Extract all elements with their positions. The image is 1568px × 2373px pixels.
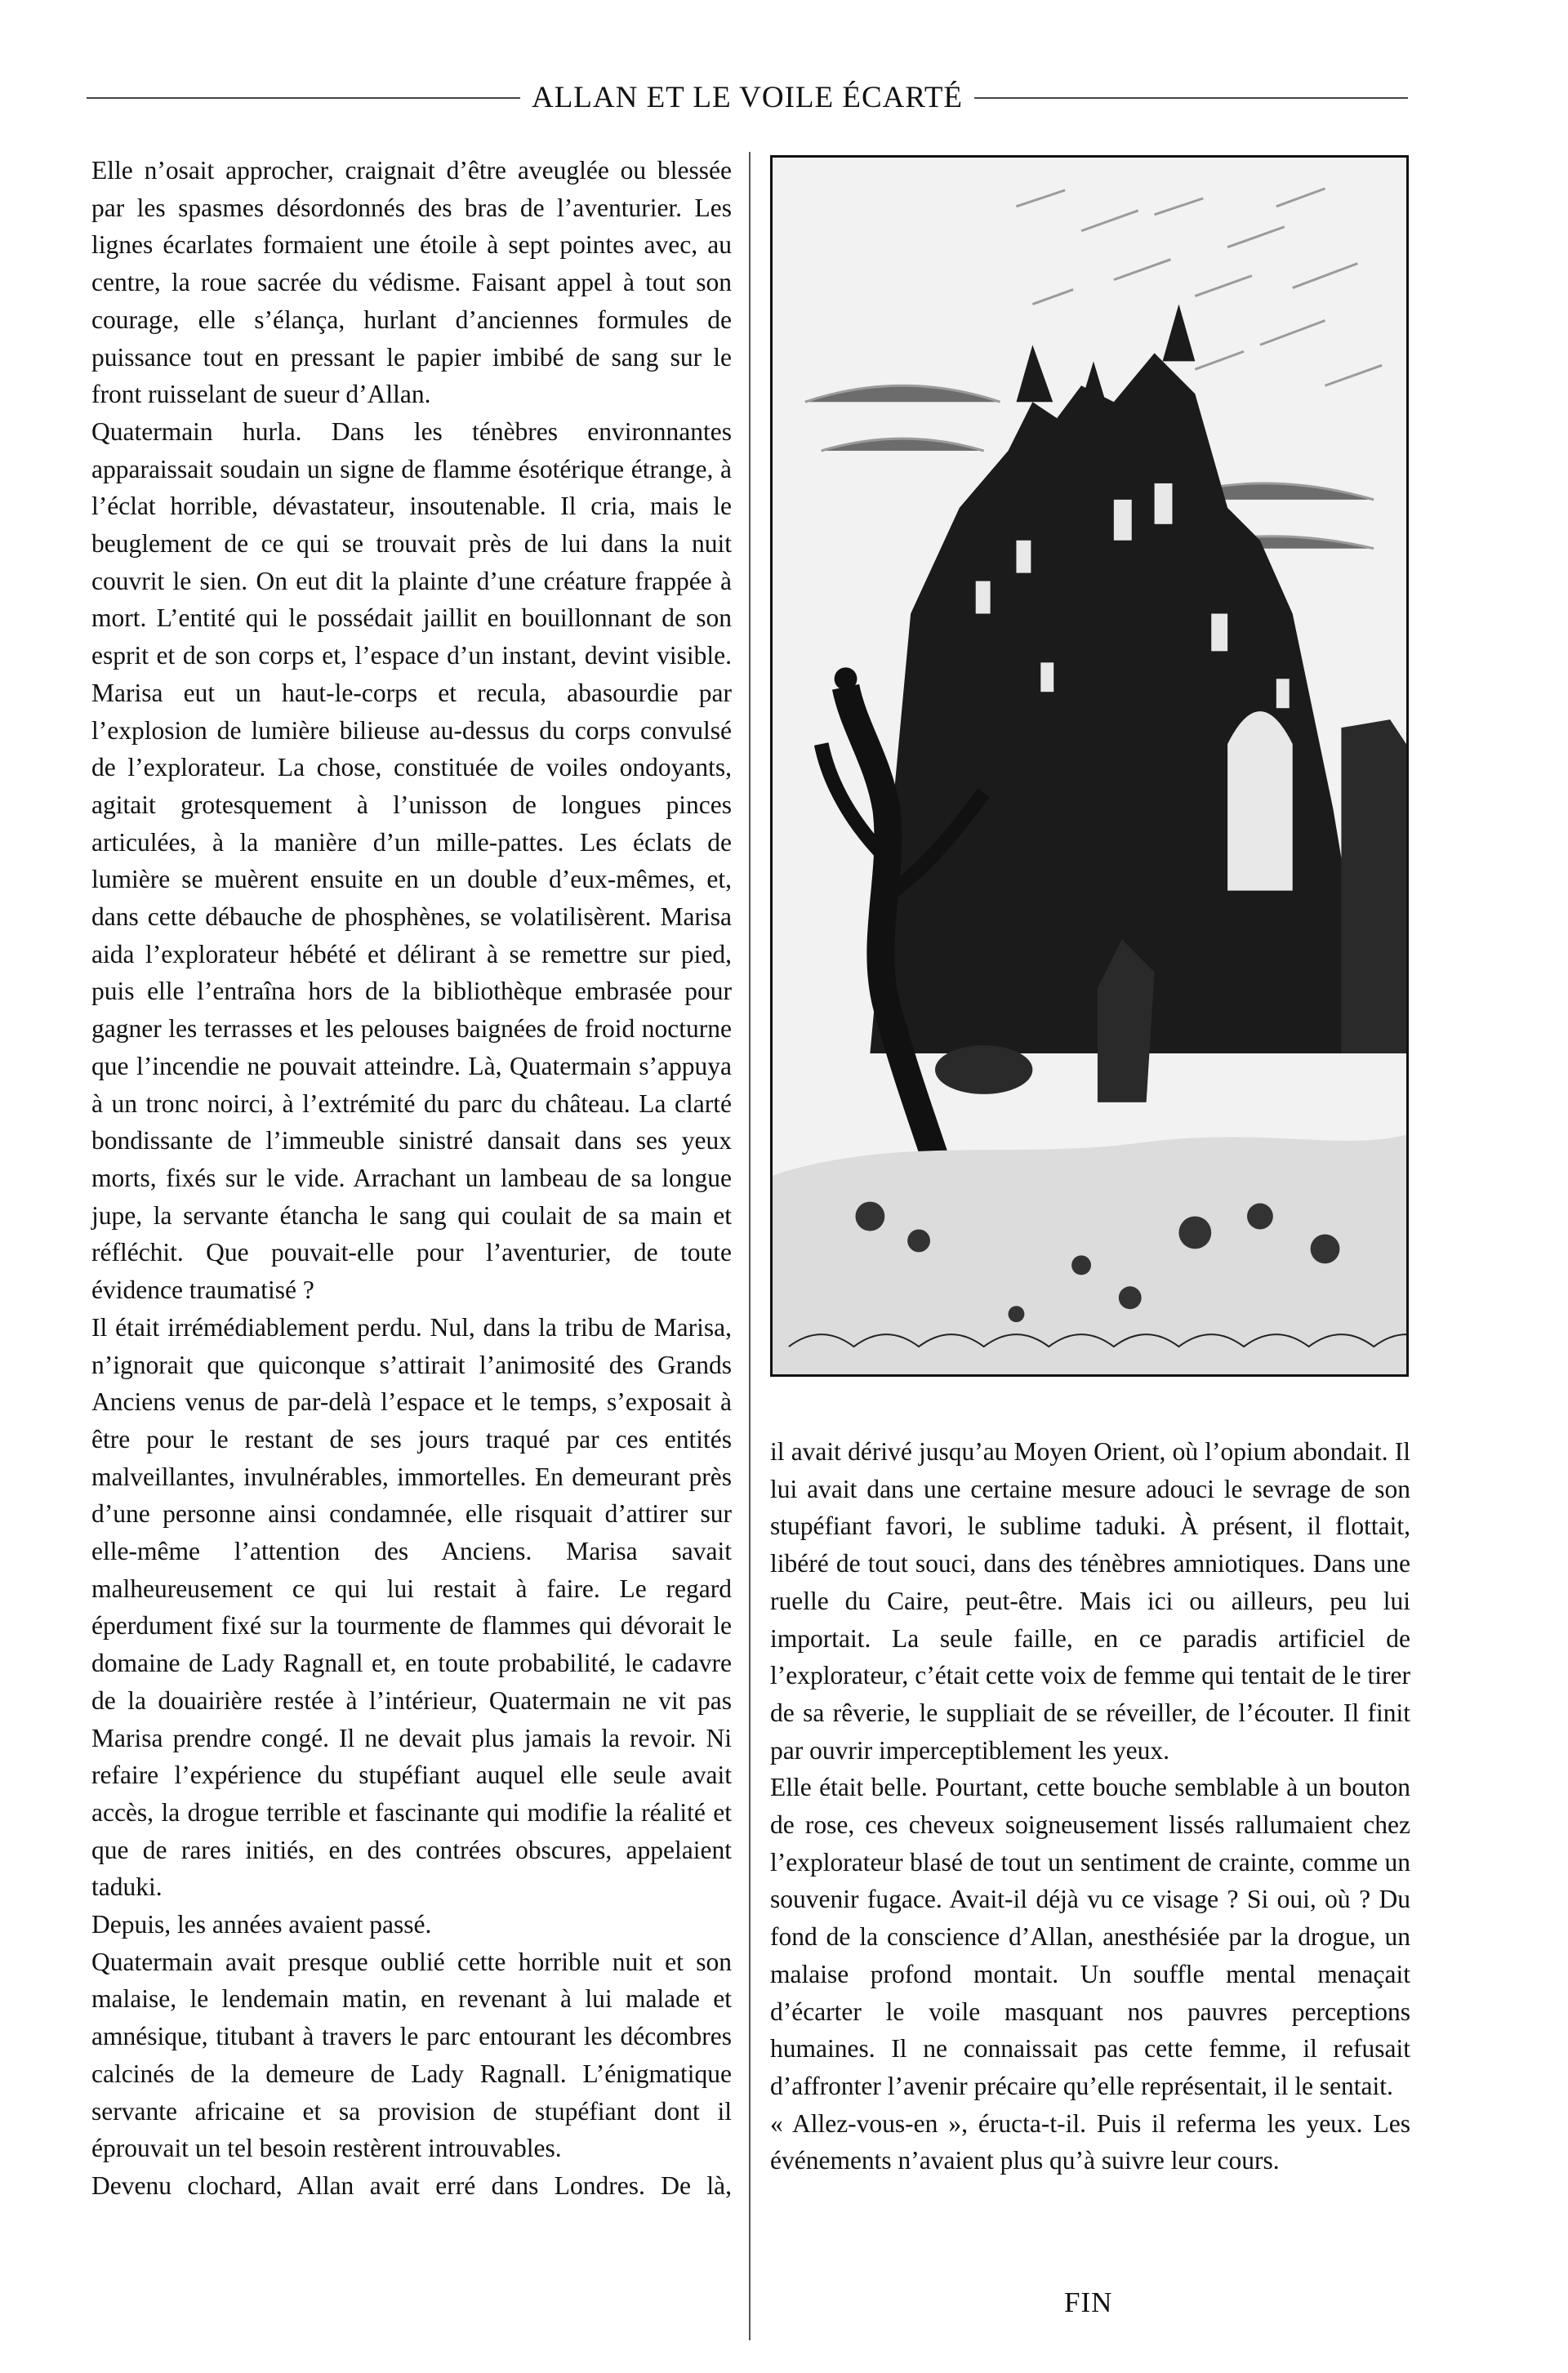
paragraph: « Allez-vous-en », éructa-t-il. Puis il referma les yeux. Les événements n’avaient plus qu’à suivre leur cours. (770, 2108, 1410, 2175)
paragraph: Devenu clochard, Allan avait erré dans Londres. De là, (91, 2170, 732, 2200)
header-rule-right (974, 97, 1408, 99)
left-text-column (91, 152, 732, 2205)
paragraph: Elle n’osait approcher, craignait d’être aveuglée ou blessée par les spasmes désordonnés des bras de l’aventurier. Les lignes écarlates formaient une étoile à sept pointes avec, au centre, la roue sacrée du védisme. Faisant appel à tout son courage, elle s’élança, hurlant d’anciennes formules de puissance tout en pressant le papier imbibé de sang sur le front ruisselant de sueur d’Allan. (91, 156, 732, 409)
paragraph: Il était irrémédiablement perdu. Nul, dans la tribu de Marisa, n’ignorait que quiconque s’attirait l’animosité des Grands Anciens venus de par-delà l’espace et le temps, s’exposait à être pour le restant de ses jours traqué par ces entités malveillantes, invulnérables, immortelles. En demeurant près d’une personne ainsi condamnée, elle risquait d’attirer sur elle-même l’attention des Anciens. Marisa savait malheureusement ce qui lui restait à faire. Le regard éperdument fixé sur la tourmente de flammes qui dévorait le domaine de Lady Ragnall et, en toute probabilité, le cadavre de la douairière restée à l’intérieur, Quatermain ne vit pas Marisa prendre congé. Il ne devait plus jamais la revoir. Ni refaire l’expérience du stupéfiant auquel elle seule avait accès, la drogue terrible et fascinante qui modifie la réalité et que de rares initiés, en des contrées obscures, appelaient taduki. (91, 1312, 732, 1902)
column-divider (749, 152, 751, 2340)
paragraph: Depuis, les années avaient passé. (91, 1910, 432, 1939)
ruined-castle-illustration (773, 158, 1406, 1374)
paragraph: Quatermain hurla. Dans les ténèbres environnantes apparaissait soudain un signe de flamme ésotérique étrange, à l’éclat horrible, dévastateur, insoutenable. Il cria, mais le beuglement de ce qui se trouvait près de lui dans la nuit couvrit le sien. On eut dit la plainte d’une créature frappée à mort. L’entité qui le possédait jaillit en bouillonnant de son esprit et de son corps et, l’espace d’un instant, devint visible. Marisa eut un haut-le-corps et recula, abasourdie par l’explosion de lumière bilieuse au-dessus du corps convulsé de l’explorateur. La chose, constituée de voiles ondoyants, agitait grotesquement à l’unisson de longues pinces articulées, à la manière d’un mille-pattes. Les éclats de lumière se muèrent ensuite en un double d’eux-mêmes, et, dans cette débauche de phosphènes, se volatilisèrent. Marisa aida l’explorateur hébété et délirant à se remettre sur pied, puis elle l’entraîna hors de la bibliothèque embrasée pour gagner les terrasses et les pelouses baignées de froid nocturne que l’incendie ne pouvait atteindre. Là, Quatermain s’appuya à un tronc noirci, à l’extrémité du parc du château. La clarté bondissante de l’immeuble sinistré dansait dans ses yeux morts, fixés sur le vide. Arrachant un lambeau de sa longue jupe, la servante étancha le sang qui coulait de sa main et réfléchit. Que pouvait-elle pour l’aventurier, de toute évidence traumatisé ? (91, 416, 732, 1305)
page-running-title: ALLAN ET LE VOILE ÉCARTÉ (531, 81, 964, 114)
paragraph: il avait dérivé jusqu’au Moyen Orient, où l’opium abondait. Il lui avait dans une certaine mesure adouci le sevrage de son stupéfiant favori, le sublime taduki. À présent, il flottait, libéré de tout souci, dans des ténèbres amniotiques. Dans une ruelle du Caire, peut-être. Mais ici ou ailleurs, peu lui importait. La seule faille, en ce paradis artificiel de l’explorateur, c’était cette voix de femme qui tentait de le tirer de sa rêverie, le suppliait de se réveiller, de l’écouter. Il finit par ouvrir imperceptiblement les yeux. (770, 1437, 1410, 1765)
header-rule-left (87, 97, 520, 99)
paragraph: Quatermain avait presque oublié cette horrible nuit et son malaise, le lendemain matin, en revenant à lui malade et amnésique, titubant à travers le parc entourant les décombres calcinés de la demeure de Lady Ragnall. L’énigmatique servante africaine et sa provision de stupéfiant dont il éprouvait un tel besoin restèrent introuvables. (91, 1947, 732, 2163)
paragraph: Elle était belle. Pourtant, cette bouche semblable à un bouton de rose, ces cheveux soigneusement lissés rallumaient chez l’explorateur blasé de tout un sentiment de crainte, comme un souvenir fugace. Avait-il déjà vu ce visage ? Si oui, où ? Du fond de la conscience d’Allan, anesthésiée par la drogue, un malaise profond montait. Un souffle mental menaçait d’écarter le voile masquant nos pauvres perceptions humaines. Il ne connaissait pas cette femme, il refusait d’affronter l’avenir précaire qu’elle représentait, il le sentait. (770, 1773, 1410, 2100)
running-head (87, 80, 1408, 115)
end-label: FIN (1064, 2286, 1113, 2318)
right-text-column (770, 1433, 1410, 2179)
illustration-frame (770, 155, 1409, 1377)
